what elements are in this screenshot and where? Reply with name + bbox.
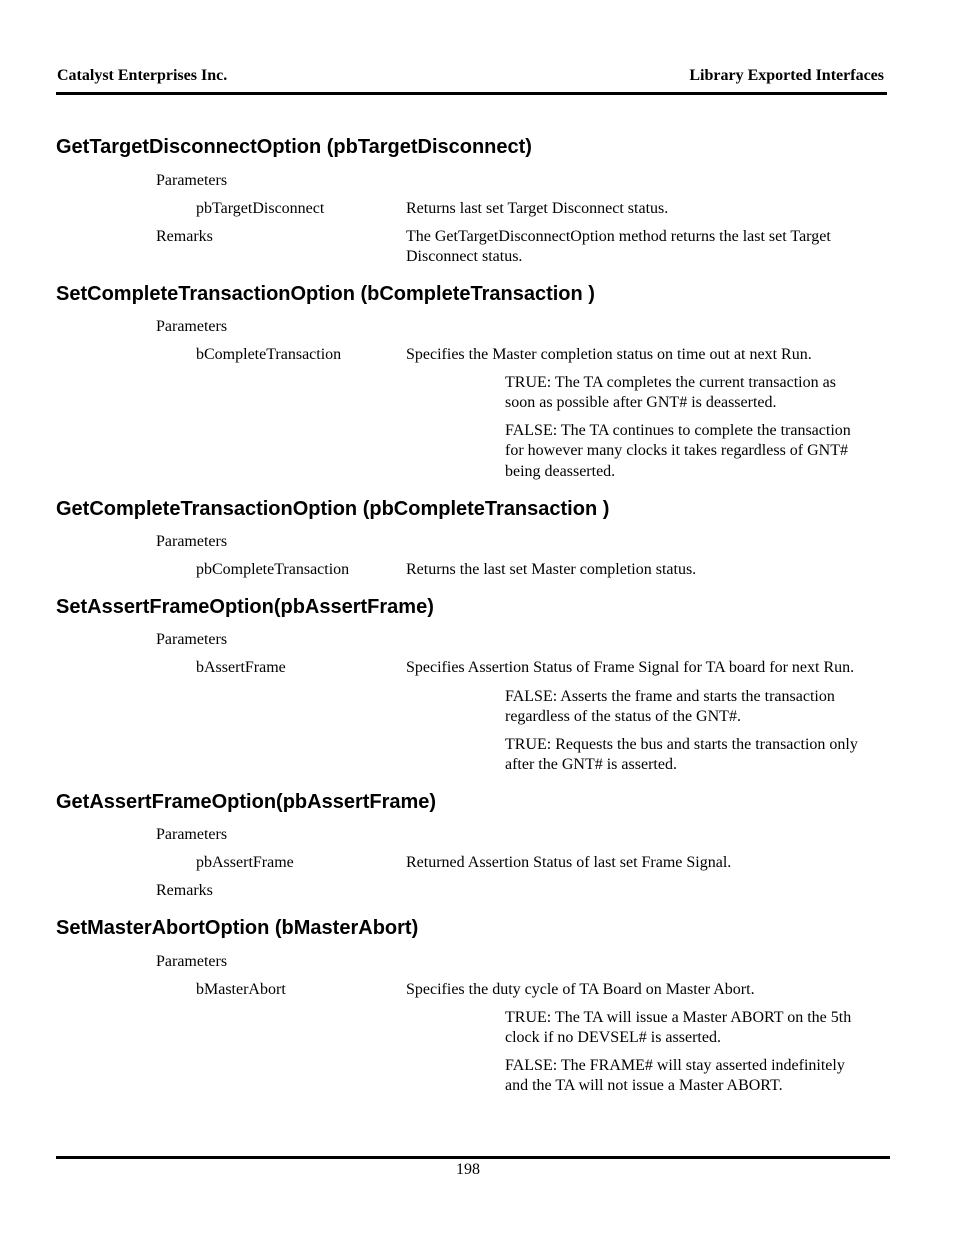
- param-description: Returns the last set Master completion status.: [406, 561, 697, 578]
- parameters-label: Parameters: [156, 953, 228, 970]
- remarks-label: Remarks: [156, 228, 213, 245]
- section-title: SetCompleteTransactionOption (bCompleteTransaction ): [56, 283, 595, 305]
- param-description: Specifies Assertion Status of Frame Signal for TA board for next Run.: [406, 659, 855, 676]
- option-line: TRUE: Requests the bus and starts the transaction only: [505, 736, 858, 753]
- option-line: after the GNT# is asserted.: [505, 756, 677, 773]
- page-number: 198: [456, 1161, 480, 1178]
- param-description: Returned Assertion Status of last set Frame Signal.: [406, 854, 732, 871]
- parameters-label: Parameters: [156, 826, 228, 843]
- option-line: soon as possible after GNT# is deasserted.: [505, 394, 777, 411]
- param-description: Returns last set Target Disconnect status.: [406, 200, 669, 217]
- option-line: TRUE: The TA will issue a Master ABORT on the 5th: [505, 1009, 852, 1026]
- header-section-title: Library Exported Interfaces: [689, 67, 884, 84]
- section-title: GetTargetDisconnectOption (pbTargetDisconnect): [56, 136, 532, 158]
- param-description: Specifies the duty cycle of TA Board on Master Abort.: [406, 981, 755, 998]
- option-line: regardless of the status of the GNT#.: [505, 708, 741, 725]
- parameters-label: Parameters: [156, 631, 228, 648]
- option-line: TRUE: The TA completes the current transaction as: [505, 374, 836, 391]
- section-title: GetCompleteTransactionOption (pbCompleteTransaction ): [56, 498, 610, 520]
- parameters-label: Parameters: [156, 533, 228, 550]
- option-line: clock if no DEVSEL# is asserted.: [505, 1029, 721, 1046]
- option-line: FALSE: Asserts the frame and starts the transaction: [505, 688, 835, 705]
- param-name: bCompleteTransaction: [196, 346, 342, 363]
- option-line: and the TA will not issue a Master ABORT.: [505, 1077, 783, 1094]
- section-title: GetAssertFrameOption(pbAssertFrame): [56, 791, 437, 813]
- option-line: being deasserted.: [505, 463, 616, 480]
- param-name: bAssertFrame: [196, 659, 286, 676]
- remarks-line: The GetTargetDisconnectOption method returns the last set Target: [406, 228, 831, 245]
- header-company: Catalyst Enterprises Inc.: [57, 67, 228, 84]
- parameters-label: Parameters: [156, 318, 228, 335]
- param-name: bMasterAbort: [196, 981, 286, 998]
- param-name: pbAssertFrame: [196, 854, 294, 871]
- param-description: Specifies the Master completion status on time out at next Run.: [406, 346, 812, 363]
- section-title: SetMasterAbortOption (bMasterAbort): [56, 917, 419, 939]
- parameters-label: Parameters: [156, 172, 228, 189]
- remarks-line: Disconnect status.: [406, 248, 523, 265]
- remarks-label: Remarks: [156, 882, 213, 899]
- param-name: pbCompleteTransaction: [196, 561, 350, 578]
- param-name: pbTargetDisconnect: [196, 200, 325, 217]
- option-line: FALSE: The FRAME# will stay asserted indefinitely: [505, 1057, 845, 1074]
- footer-divider: [56, 1156, 890, 1159]
- option-line: for however many clocks it takes regardless of GNT#: [505, 442, 848, 459]
- header-divider: [56, 92, 887, 95]
- section-title: SetAssertFrameOption(pbAssertFrame): [56, 596, 434, 618]
- option-line: FALSE: The TA continues to complete the transaction: [505, 422, 851, 439]
